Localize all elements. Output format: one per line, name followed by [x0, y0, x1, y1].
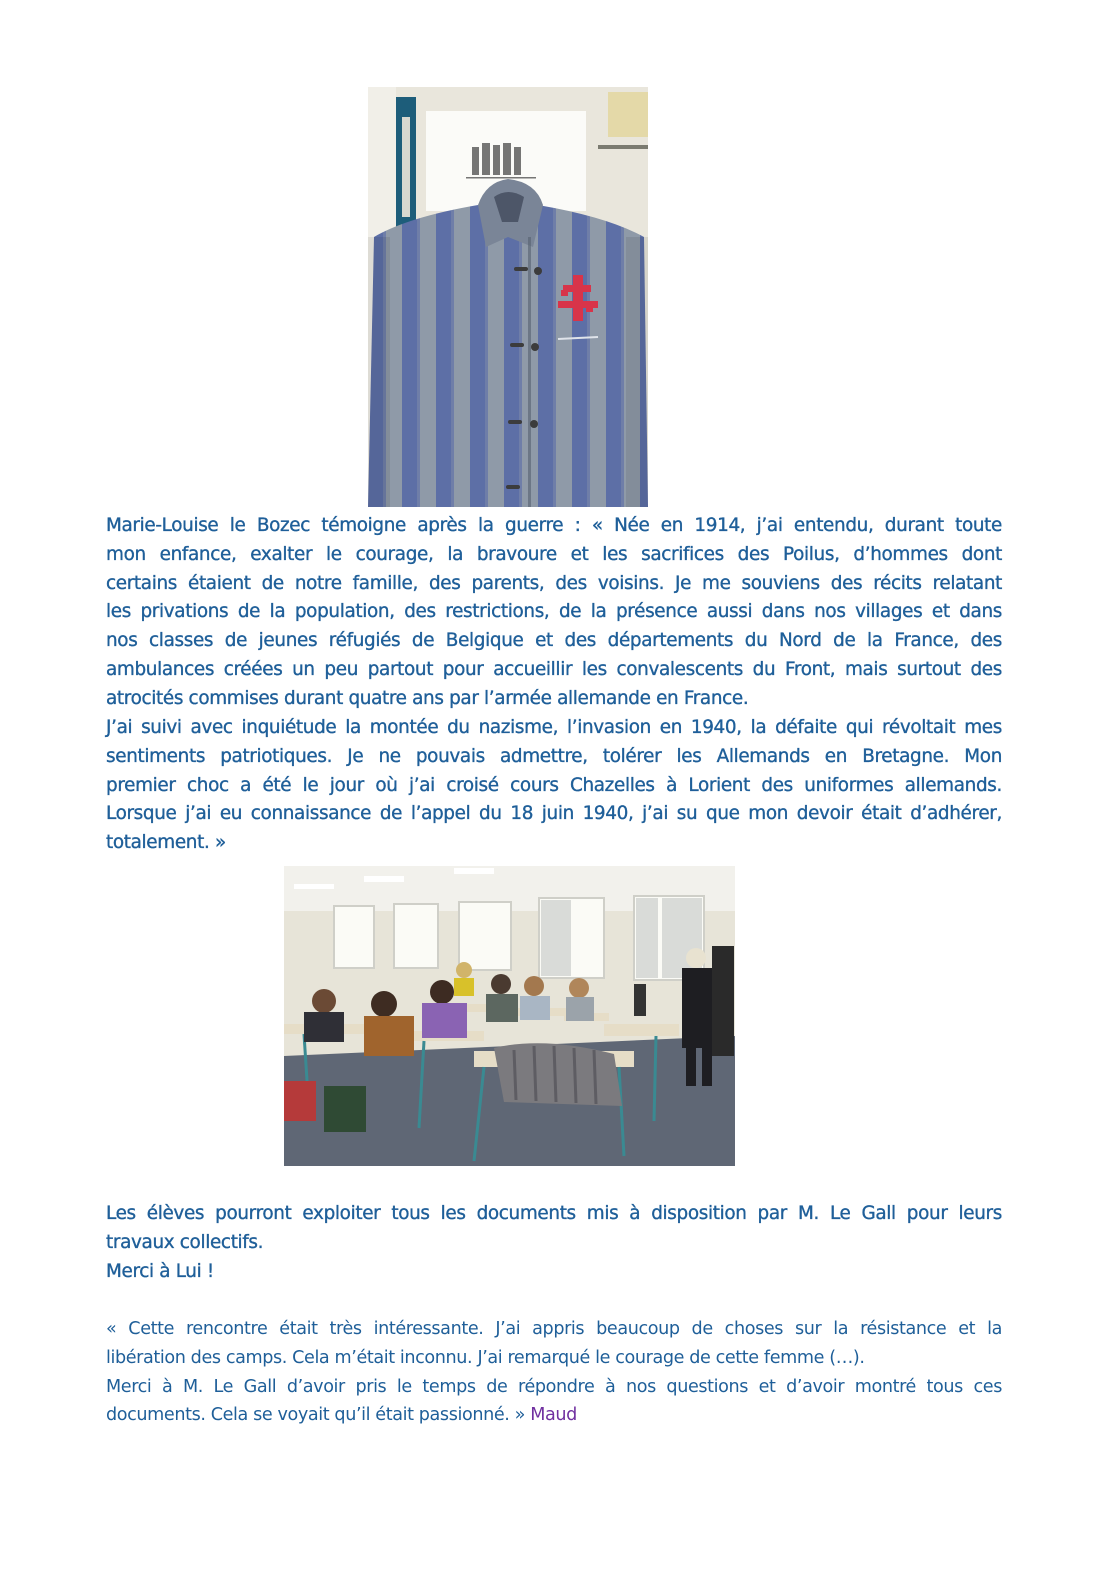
- testimony-continuation-paragraph: [106, 714, 1002, 858]
- quote-line: Merci à M. Le Gall d’avoir pris le temps de répondre à nos questions et d’avoir montré tous ces: [106, 1376, 1002, 1397]
- quote-last-line: [106, 1401, 1002, 1430]
- testimony-line: certains étaient de notre famille, des parents, des voisins. Je me souviens des récits relatant: [106, 572, 1002, 594]
- testimony-line: nos classes de jeunes réfugiés de Belgique et des départements du Nord de la France, des: [106, 630, 1002, 652]
- testimony-line: atrocités commises durant quatre ans par l’armée allemande en France.: [106, 687, 749, 709]
- testimony-line: Lorsque j’ai eu connaissance de l’appel du 18 juin 1940, j’ai su que mon devoir était d’adhérer,: [106, 803, 1002, 825]
- testimony-line: les privations de la population, des restrictions, de la présence aussi dans nos villages et dans: [106, 601, 1002, 623]
- quote-author: Maud: [530, 1405, 577, 1426]
- testimony-paragraph: [106, 512, 1002, 714]
- testimony-line: sentiments patriotiques. Je ne pouvais admettre, tolérer les Allemands en Bretagne. Mon: [106, 745, 1002, 767]
- testimony-line: totalement. »: [106, 832, 226, 854]
- note-paragraph: [106, 1200, 1002, 1286]
- jacket-photo-image: [368, 87, 648, 507]
- note-line: Les élèves pourront exploiter tous les documents mis à disposition par M. Le Gall pour leurs: [106, 1203, 1002, 1224]
- testimony-line: Marie-Louise le Bozec témoigne après la guerre : « Née en 1914, j’ai entendu, durant toute: [106, 515, 1002, 536]
- testimony-line: premier choc a été le jour où j’ai croisé cours Chazelles à Lorient des uniformes allemands.: [106, 774, 1002, 796]
- thanks-line: Merci à Lui !: [106, 1260, 214, 1282]
- quote-line: libération des camps. Cela m’était inconnu. J’ai remarqué le courage de cette femme (…).: [106, 1347, 865, 1368]
- jacket-photo: [368, 87, 648, 507]
- testimony-line: ambulances créées un peu partout pour accueillir les convalescents du Front, mais surtout des: [106, 658, 1002, 680]
- classroom-photo-image: [284, 866, 735, 1166]
- quote-line: documents. Cela se voyait qu’il était passionné. »: [106, 1405, 525, 1426]
- student-quote-paragraph: [106, 1315, 1002, 1430]
- testimony-line: J’ai suivi avec inquiétude la montée du nazisme, l’invasion en 1940, la défaite qui révoltait mes: [106, 717, 1002, 738]
- note-line: travaux collectifs.: [106, 1231, 264, 1253]
- classroom-photo: [284, 866, 735, 1166]
- quote-line: « Cette rencontre était très intéressante. J’ai appris beaucoup de choses sur la résistance et la: [106, 1319, 1002, 1339]
- testimony-line: mon enfance, exalter le courage, la bravoure et les sacrifices des Poilus, d’hommes dont: [106, 543, 1002, 565]
